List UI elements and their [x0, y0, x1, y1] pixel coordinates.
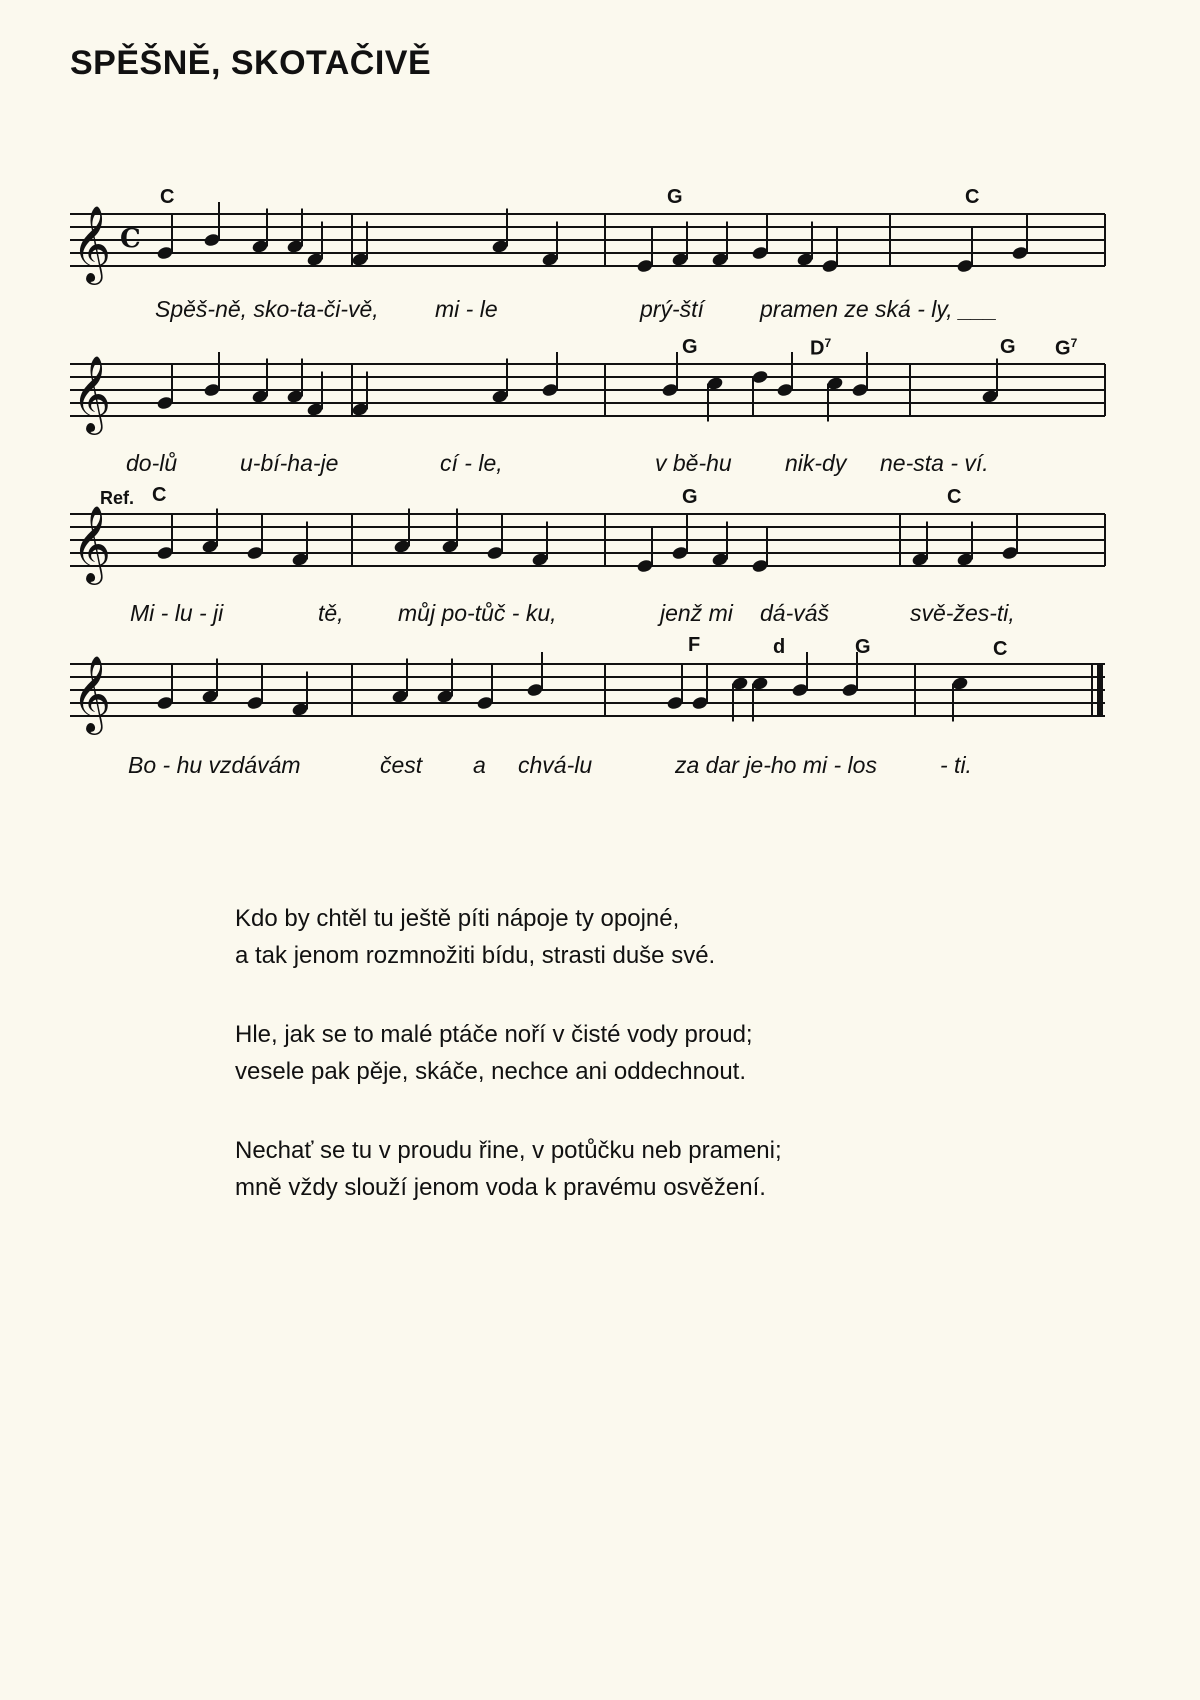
treble-clef-icon: 𝄞 [72, 655, 112, 732]
lyric-syllables: Mi - lu - ji [130, 600, 224, 626]
verse-line: a tak jenom rozmnožiti bídu, strasti duše své. [235, 942, 716, 969]
lyric-syllables: můj po-tůč - ku, [398, 600, 557, 626]
chord-symbol: G [682, 486, 698, 508]
chord-symbol: G [1000, 336, 1016, 358]
lyric-syllables: Spěš-ně, sko-ta-či-vě, [155, 296, 379, 322]
verse-line: Nechať se tu v proudu řine, v potůčku neb prameni; [235, 1137, 782, 1164]
chord-symbol: $D^7$ [810, 336, 832, 360]
lyric-syllables: tě, [318, 600, 344, 626]
music-system-4 [60, 630, 1140, 780]
staff [60, 330, 1140, 450]
chord-symbol: C [152, 484, 167, 506]
lyric-syllables: jenž mi [660, 600, 733, 626]
lyric-syllables: ne-sta - ví. [880, 450, 989, 476]
treble-clef-icon: 𝄞 [72, 505, 112, 582]
lyric-syllables: prý-ští [640, 296, 704, 322]
lyric-syllables: pramen ze ská - ly, ___ [760, 296, 998, 322]
lyric-syllables: mi - le [435, 296, 498, 322]
chord-symbol: d [773, 636, 786, 658]
chord-symbol: $G^7$ [1055, 336, 1078, 360]
lyric-syllables: - ti. [940, 752, 972, 778]
lyric-syllables: Bo - hu vzdávám [128, 752, 301, 778]
lyric-syllables: nik-dy [785, 450, 847, 476]
verses [235, 900, 1035, 1248]
chord-symbol: G [855, 636, 871, 658]
chord-symbol: G [667, 186, 683, 208]
page-title: SPĚŠNĚ, SKOTAČIVĚ [70, 44, 432, 82]
stanza [235, 900, 1035, 974]
chord-symbol: C [160, 186, 175, 208]
stanza [235, 1132, 1035, 1206]
refrain-label: Ref. [100, 488, 135, 508]
chord-symbol: G [682, 336, 698, 358]
lyric-syllables: u-bí-ha-je [240, 450, 339, 476]
lyric-syllables: chvá-lu [518, 752, 593, 778]
verse-line: vesele pak pěje, skáče, nechce ani oddechnout. [235, 1058, 747, 1085]
treble-clef-icon: 𝄞 [72, 205, 112, 282]
lyric-syllables: do-lů [126, 450, 178, 476]
music-system-2 [60, 330, 1140, 480]
verse-line: Kdo by chtěl tu ještě píti nápoje ty opojné, [235, 905, 680, 932]
chord-symbol: C [965, 186, 980, 208]
lyric-syllables: dá-váš [760, 600, 830, 626]
chord-symbol: F [688, 634, 701, 656]
lyric-syllables: v bě-hu [655, 450, 732, 476]
lyric-syllables: a [473, 752, 486, 778]
treble-clef-icon: 𝄞 [72, 355, 112, 432]
chord-symbol: C [993, 638, 1008, 660]
verse-line: Hle, jak se to malé ptáče noří v čisté vody proud; [235, 1021, 753, 1048]
staff [60, 480, 1140, 600]
final-bar-line [1097, 664, 1103, 716]
lyric-syllables: čest [380, 752, 423, 778]
verse-line: mně vždy slouží jenom voda k pravému osvěžení. [235, 1174, 766, 1201]
lyric-syllables: svě-žes-ti, [910, 600, 1015, 626]
chord-symbol: C [947, 486, 962, 508]
staff [60, 630, 1140, 750]
stanza [235, 1016, 1035, 1090]
music-system-3 [60, 480, 1140, 630]
time-signature: C [120, 224, 141, 254]
music-system-1 [60, 180, 1140, 330]
lyric-syllables: cí - le, [440, 450, 503, 476]
lyric-syllables: za dar je-ho mi - los [675, 752, 877, 778]
